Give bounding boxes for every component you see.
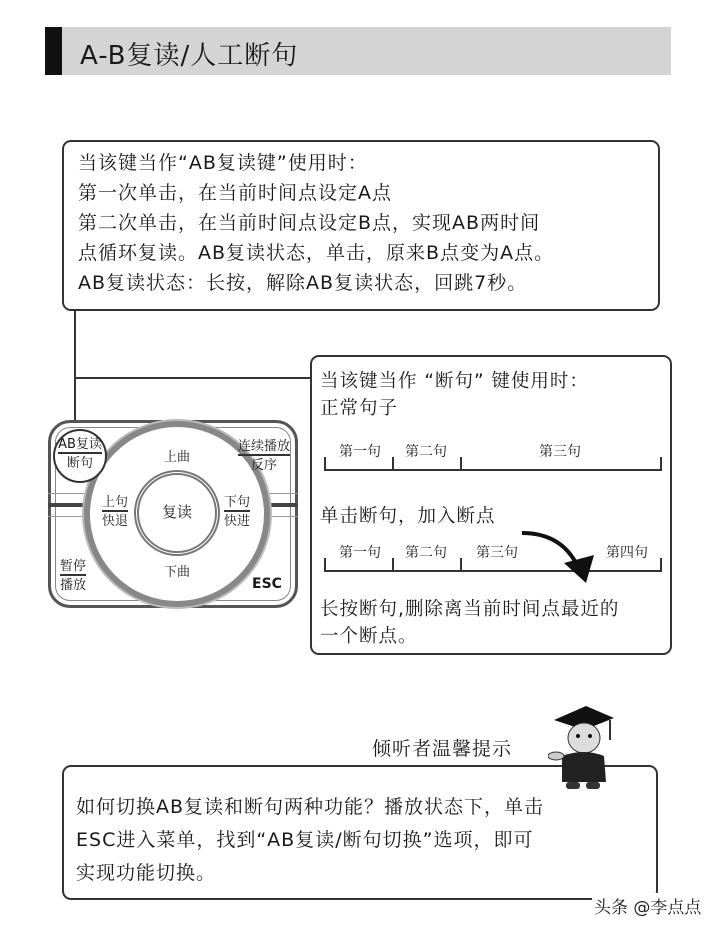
ab-line: 点循环复读。AB复读状态，单击，原来B点变为A点。 xyxy=(78,242,555,264)
normal-label: 正常句子 xyxy=(320,398,399,419)
next-sentence-key[interactable]: 下句 快进 xyxy=(223,495,250,529)
segment-label: 第三句 xyxy=(539,444,581,460)
long-press-line: 长按断句,删除离当前时间点最近的 xyxy=(320,599,620,620)
timeline-normal xyxy=(324,441,662,471)
header-marker xyxy=(45,27,62,75)
tip-line: ESC进入菜单，找到“AB复读/断句切换”选项，即可 xyxy=(76,829,534,851)
segment-label: 第四句 xyxy=(606,545,648,561)
connector-line xyxy=(74,377,312,379)
repeat-key[interactable]: 复读 xyxy=(161,503,192,521)
prev-track-key[interactable]: 上曲 xyxy=(163,450,190,465)
tip-title: 倾听者温馨提示 xyxy=(372,734,512,764)
ab-repeat-key[interactable]: AB复读 断句 xyxy=(58,437,102,471)
page-title: A-B复读/人工断句 xyxy=(80,41,299,71)
sentence-title: 当该键当作 “断句” 键使用时： xyxy=(320,371,589,392)
ab-repeat-box xyxy=(62,140,660,311)
ab-line: 第一次单击，在当前时间点设定A点 xyxy=(78,182,392,204)
tip-line: 如何切换AB复读和断句两种功能？播放状态下，单击 xyxy=(76,796,545,818)
next-track-key[interactable]: 下曲 xyxy=(163,565,190,580)
segment-label: 第三句 xyxy=(476,545,518,561)
long-press-line: 一个断点。 xyxy=(320,626,418,647)
segment-label: 第一句 xyxy=(339,545,381,561)
segment-label: 第一句 xyxy=(339,444,381,460)
prev-sentence-key[interactable]: 上句 快退 xyxy=(101,495,128,529)
timeline-split xyxy=(324,542,662,572)
tip-line: 实现功能切换。 xyxy=(76,862,217,884)
keypad-diagram xyxy=(48,420,298,608)
esc-key[interactable]: ESC xyxy=(252,576,282,592)
continuous-play-key[interactable]: 连续播放 反序 xyxy=(237,439,290,473)
pause-play-key[interactable]: 暂停 播放 xyxy=(59,559,86,593)
segment-label: 第二句 xyxy=(405,545,447,561)
ab-line: AB复读状态：长按，解除AB复读状态，回跳7秒。 xyxy=(78,272,528,294)
ab-line: 第二次单击，在当前时间点设定B点，实现AB两时间 xyxy=(78,212,541,234)
connector-line xyxy=(74,311,76,428)
arrow-icon xyxy=(512,527,602,587)
click-label: 单击断句，加入断点 xyxy=(320,506,496,527)
section-header xyxy=(45,27,671,75)
watermark: 头条 @李点点 xyxy=(592,893,703,918)
mascot-icon xyxy=(548,698,618,794)
segment-label: 第二句 xyxy=(405,444,447,460)
sentence-box xyxy=(310,355,672,655)
ab-line: 当该键当作“AB复读键”使用时： xyxy=(78,152,368,174)
